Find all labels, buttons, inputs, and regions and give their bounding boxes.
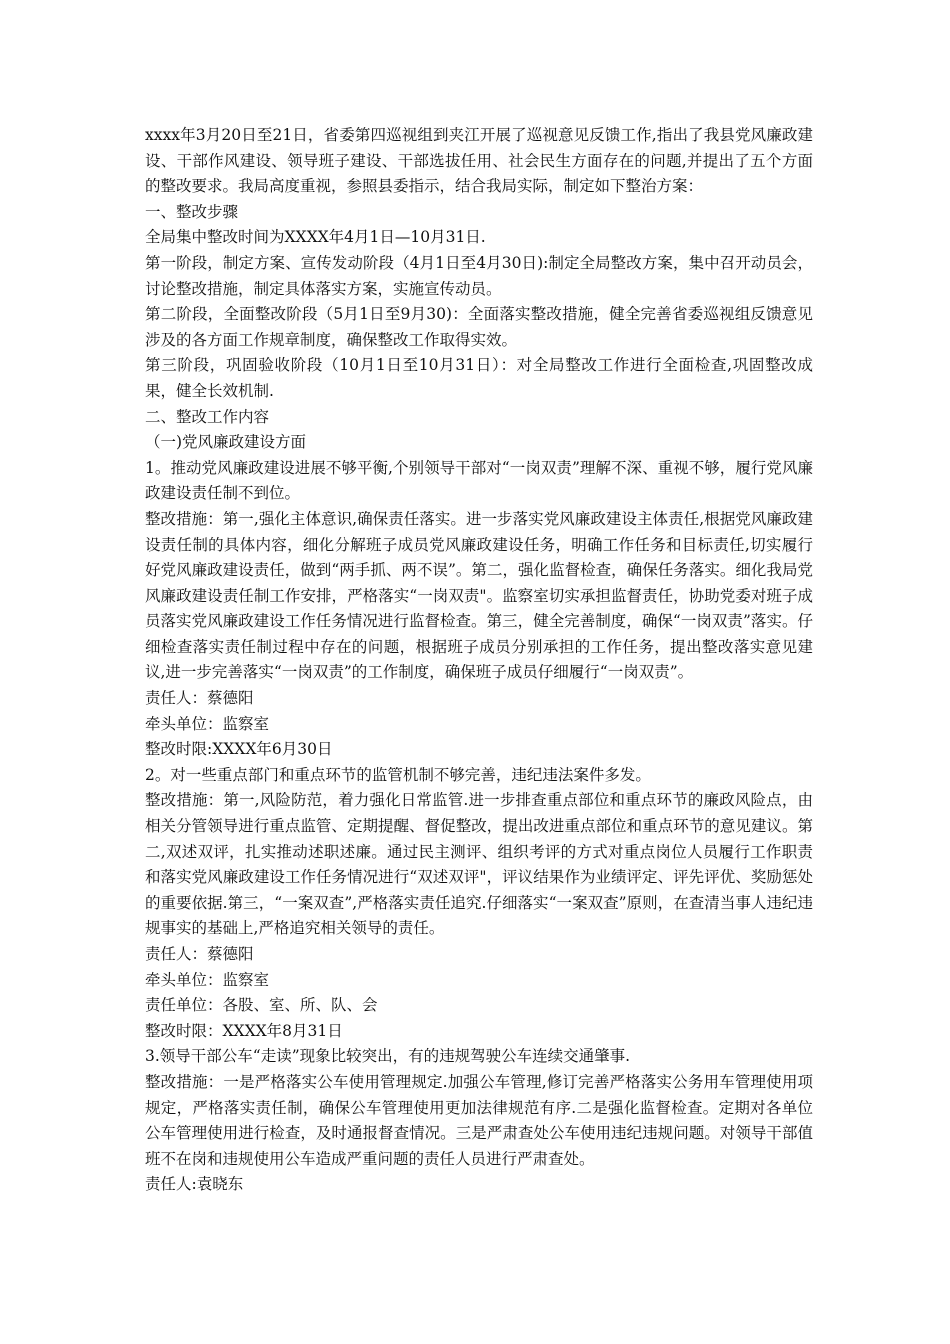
- subsection-heading: （一)党风廉政建设方面: [145, 433, 307, 452]
- section-heading-steps: 一、整改步骤: [145, 202, 239, 221]
- deadline: 整改时限:XXXX年6月30日: [145, 740, 333, 759]
- responsible-person: 责任人:袁晓东: [145, 1175, 244, 1194]
- responsible-person: 责任人：蔡德阳: [145, 689, 254, 708]
- issue-item: 1。推动党风廉政建设进展不够平衡,个别领导干部对“一岗双责”理解不深、重视不够，履行党风廉政建设责任制不到位。: [145, 458, 813, 503]
- lead-unit: 牵头单位：监察室: [145, 970, 270, 989]
- paragraph: 全局集中整改时间为XXXX年4月1日—10月31日.: [145, 228, 486, 247]
- measures-paragraph: 整改措施：一是严格落实公车使用管理规定.加强公车管理,修订完善严格落实公务用车管理使用项规定，严格落实责任制，确保公车管理使用更加法律规范有序.二是强化监督检查。定期对各单位公车管理使用进行检查，及时通报督查情况。三是严肃查处公车使用违纪违规问题。对领导干部值班不在岗和违规使用公车造成严重问题的责任人员进行严肃查处。: [145, 1072, 813, 1168]
- measures-paragraph: 整改措施：第一,风险防范，着力强化日常监管.进一步排查重点部位和重点环节的廉政风险点，由相关分管领导进行重点监管、定期提醒、督促整改，提出改进重点部位和重点环节的意见建议。第二,双述双评，扎实推动述职述廉。通过民主测评、组织考评的方式对重点岗位人员履行工作职责和落实党风廉政建设工作任务情况进行“双述双评"，评议结果作为业绩评定、评先评优、奖励惩处的重要依据.第三，“一案双查”,严格落实责任追究.仔细落实“一案双查”原则，在查清当事人违纪违规事实的基础上,严格追究相关领导的责任。: [145, 791, 813, 938]
- responsible-person: 责任人：蔡德阳: [145, 945, 254, 963]
- lead-unit: 牵头单位：监察室: [145, 714, 270, 733]
- measures-paragraph: 整改措施：第一,强化主体意识,确保责任落实。进一步落实党风廉政建设主体责任,根据党风廉政建设责任制的具体内容，细化分解班子成员党风廉政建设任务，明确工作任务和目标责任,切实履行好党风廉政建设责任，做到“两手抓、两不误”。第二，强化监督检查，确保任务落实。细化我局党风廉政建设责任制工作安排，严格落实“一岗双责"。监察室切实承担监督责任，协助党委对班子成员落实党风廉政建设工作任务情况进行监督检查。第三，健全完善制度，确保“一岗双责”落实。仔细检查落实责任制过程中存在的问题，根据班子成员分别承担的工作任务，提出整改落实意见建议,进一步完善落实“一岗双责”的工作制度，确保班子成员仔细履行“一岗双责”。: [145, 509, 813, 682]
- paragraph: 第二阶段，全面整改阶段（5月1日至9月30)：全面落实整改措施，健全完善省委巡视组反馈意见涉及的各方面工作规章制度，确保整改工作取得实效。: [145, 305, 813, 349]
- issue-item: 2。对一些重点部门和重点环节的监管机制不够完善，违纪违法案件多发。: [145, 765, 651, 784]
- intro-paragraph: xxxx年3月20日至21日，省委第四巡视组到夹江开展了巡视意见反馈工作,指出了我县党风廉政建设、干部作风建设、领导班子建设、干部选拔任用、社会民生方面存在的问题,并提出了五个方面的整改要求。我局高度重视，参照县委指示，结合我局实际，制定如下整治方案：: [145, 126, 813, 196]
- responsible-units: 责任单位：各股、室、所、队、会: [145, 996, 378, 1015]
- issue-item: 3.领导干部公车“走读”现象比较突出，有的违规驾驶公车连续交通肇事.: [145, 1047, 631, 1066]
- paragraph: 第三阶段，巩固验收阶段（10月1日至10月31日）：对全局整改工作进行全面检查,巩固整改成果，健全长效机制.: [145, 356, 813, 400]
- section-heading-content: 二、整改工作内容: [145, 407, 270, 426]
- deadline: 整改时限：XXXX年8月31日: [145, 1021, 343, 1040]
- paragraph: 第一阶段，制定方案、宣传发动阶段（4月1日至4月30日):制定全局整改方案，集中召开动员会，讨论整改措施，制定具体落实方案，实施宣传动员。: [145, 253, 813, 298]
- document-body: [145, 123, 813, 1198]
